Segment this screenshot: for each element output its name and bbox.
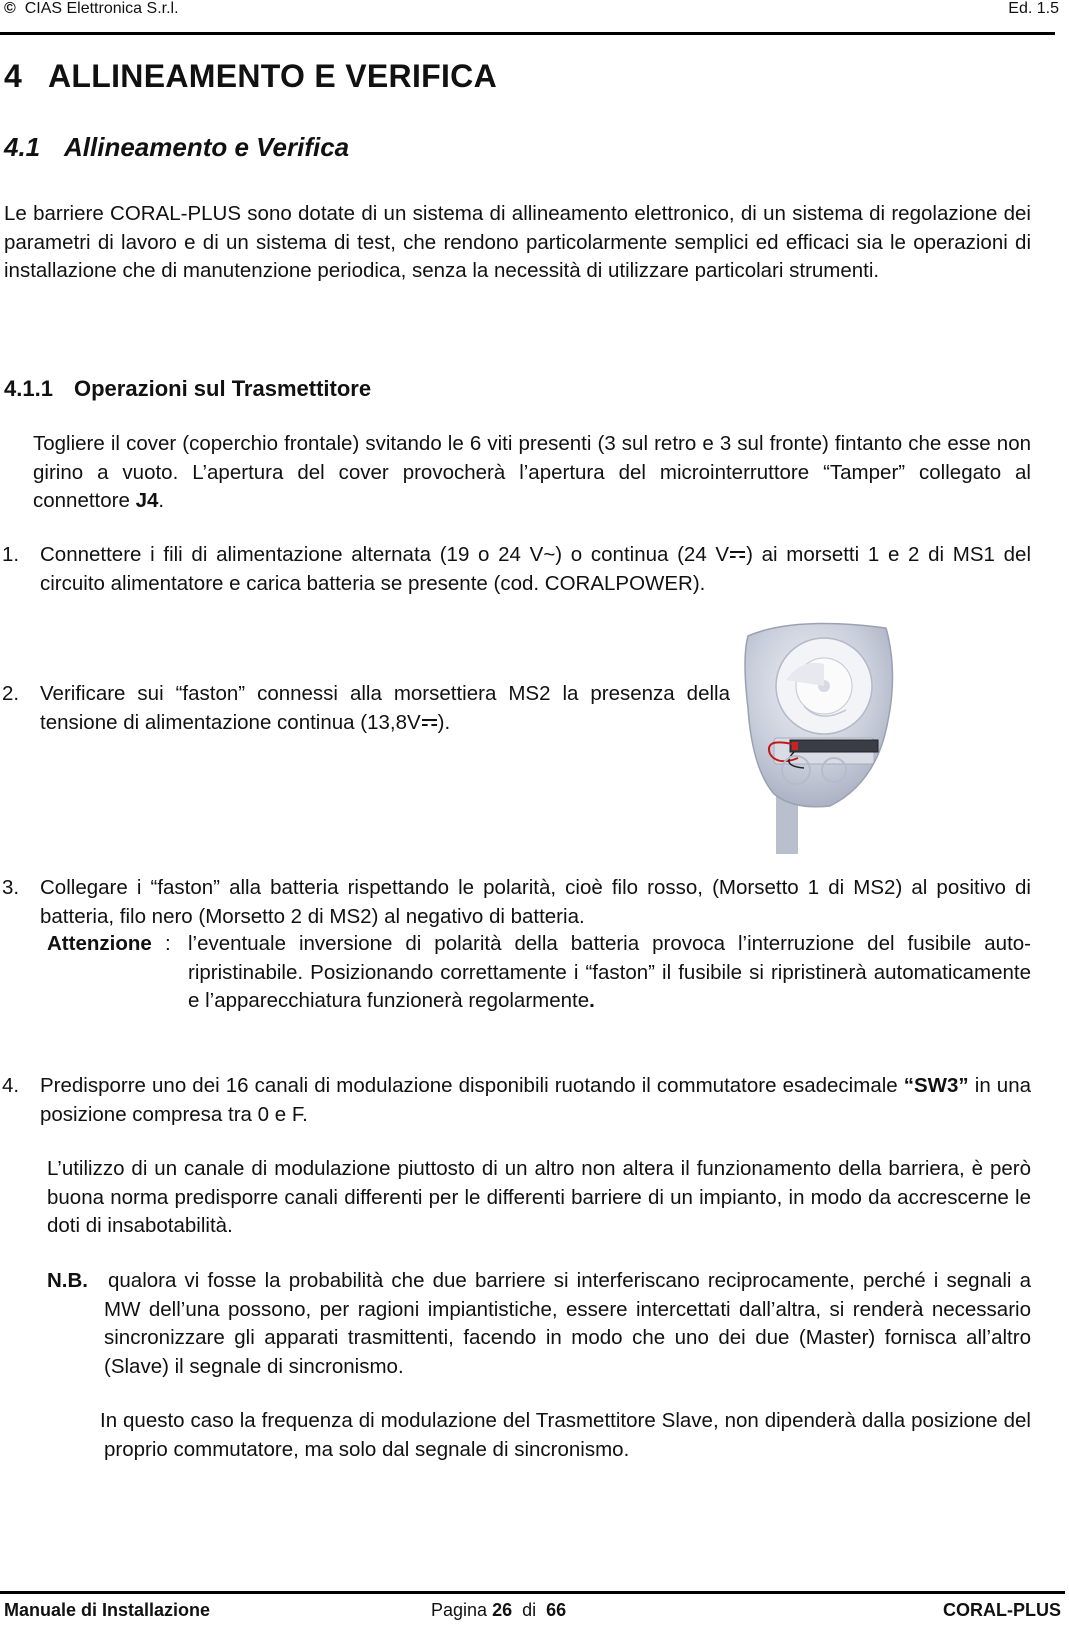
nb-text: qualora vi fosse la probabilità che due barriere si interferiscano reciprocamente, perché i segnali a MW dell’una possono, per ragioni impiantistiche, essere intercettati dall’altra, si renderà necessario sincronizzare gli apparati trasmittenti, facendo in modo che uno dei due (Master) fornisca all’altro (Slave) il segnale di sincronismo. xyxy=(104,1269,1031,1378)
battery-installation-photo xyxy=(734,618,904,854)
footer-product: CORAL-PLUS xyxy=(943,1600,1061,1620)
warning-label: Attenzione xyxy=(47,932,152,955)
section-heading: 4 ALLINEAMENTO E VERIFICA xyxy=(4,58,497,94)
intro-paragraph: Le barriere CORAL-PLUS sono dotate di un sistema di allineamento elettronico, di un sistema di regolazione dei parametri di lavoro e di un sistema di test, che rendono particolarmente semplici ed efficaci sia le operazioni di installazione che di manutenzione periodica, senza la necessità di utilizzare particolari strumenti. xyxy=(4,202,1031,282)
step-2: 2. Verificare sui “faston” connessi alla morsettiera MS2 la presenza della tensione di alimentazione continua (13,8V ). xyxy=(2,682,730,734)
step-3: 3. Collegare i “faston” alla batteria rispettando le polarità, cioè filo rosso, (Morsetto 1 di MS2) al positivo di batteria, filo nero (Morsetto 2 di MS2) al negativo di batteria. xyxy=(2,876,1031,928)
channel-note: L’utilizzo di un canale di modulazione piuttosto di un altro non altera il funzionamento della barriera, è però buona norma predisporre canali differenti per le differenti barriere di un impianto, in modo da accrescerne le doti di insabotabilità. xyxy=(47,1157,1031,1237)
nb-label: N.B. xyxy=(47,1269,88,1292)
step-4: 4. Predisporre uno dei 16 canali di modulazione disponibili ruotando il commutatore esadecimale “SW3” in una posizione compresa tra 0 e F. xyxy=(2,1074,1031,1126)
sync-note: In questo caso la frequenza di modulazione del Trasmettitore Slave, non dipenderà dalla posizione del proprio commutatore, ma solo dal segnale di sincronismo. xyxy=(100,1409,1031,1461)
dc-symbol-icon xyxy=(421,715,438,729)
dc-symbol-icon xyxy=(729,547,746,561)
step-1: 1. Connettere i fili di alimentazione alternata (19 o 24 V~) o continua (24 V ) ai morsetti 1 e 2 di MS1 del circuito alimentatore e carica batteria se presente (cod. CORALPOWER). xyxy=(2,543,1032,595)
cover-paragraph: Togliere il cover (coperchio frontale) svitando le 6 viti presenti (3 sul retro e 3 sul fronte) fintanto che esse non girino a vuoto. L’apertura del cover provocherà l’apertura del microinterruttore “Tamper” collegato al connettore J4. xyxy=(33,432,1031,512)
footer-rule xyxy=(0,1591,1065,1594)
warning-colon: : xyxy=(165,932,171,955)
header-rule xyxy=(0,32,1055,35)
footer-manual: Manuale di Installazione xyxy=(4,1600,211,1620)
warning-text: l’eventuale inversione di polarità della batteria provoca l’interruzione del fusibile auto-ripristinabile. Posizionando correttamente i “faston” il fusibile si ripristinerà automaticamente e l’apparecchiatura funzionerà regolarmente. xyxy=(188,932,1031,1012)
subsection-heading: 4.1 Allineamento e Verifica xyxy=(4,132,350,162)
footer-page-number: Pagina 26 di 66 xyxy=(431,1600,567,1620)
subsubsection-heading: 4.1.1 Operazioni sul Trasmettitore xyxy=(4,376,372,401)
header-edition: Ed. 1.5 xyxy=(1008,0,1059,17)
page-header xyxy=(4,0,1061,22)
header-company: © CIAS Elettronica S.r.l. xyxy=(4,0,179,17)
